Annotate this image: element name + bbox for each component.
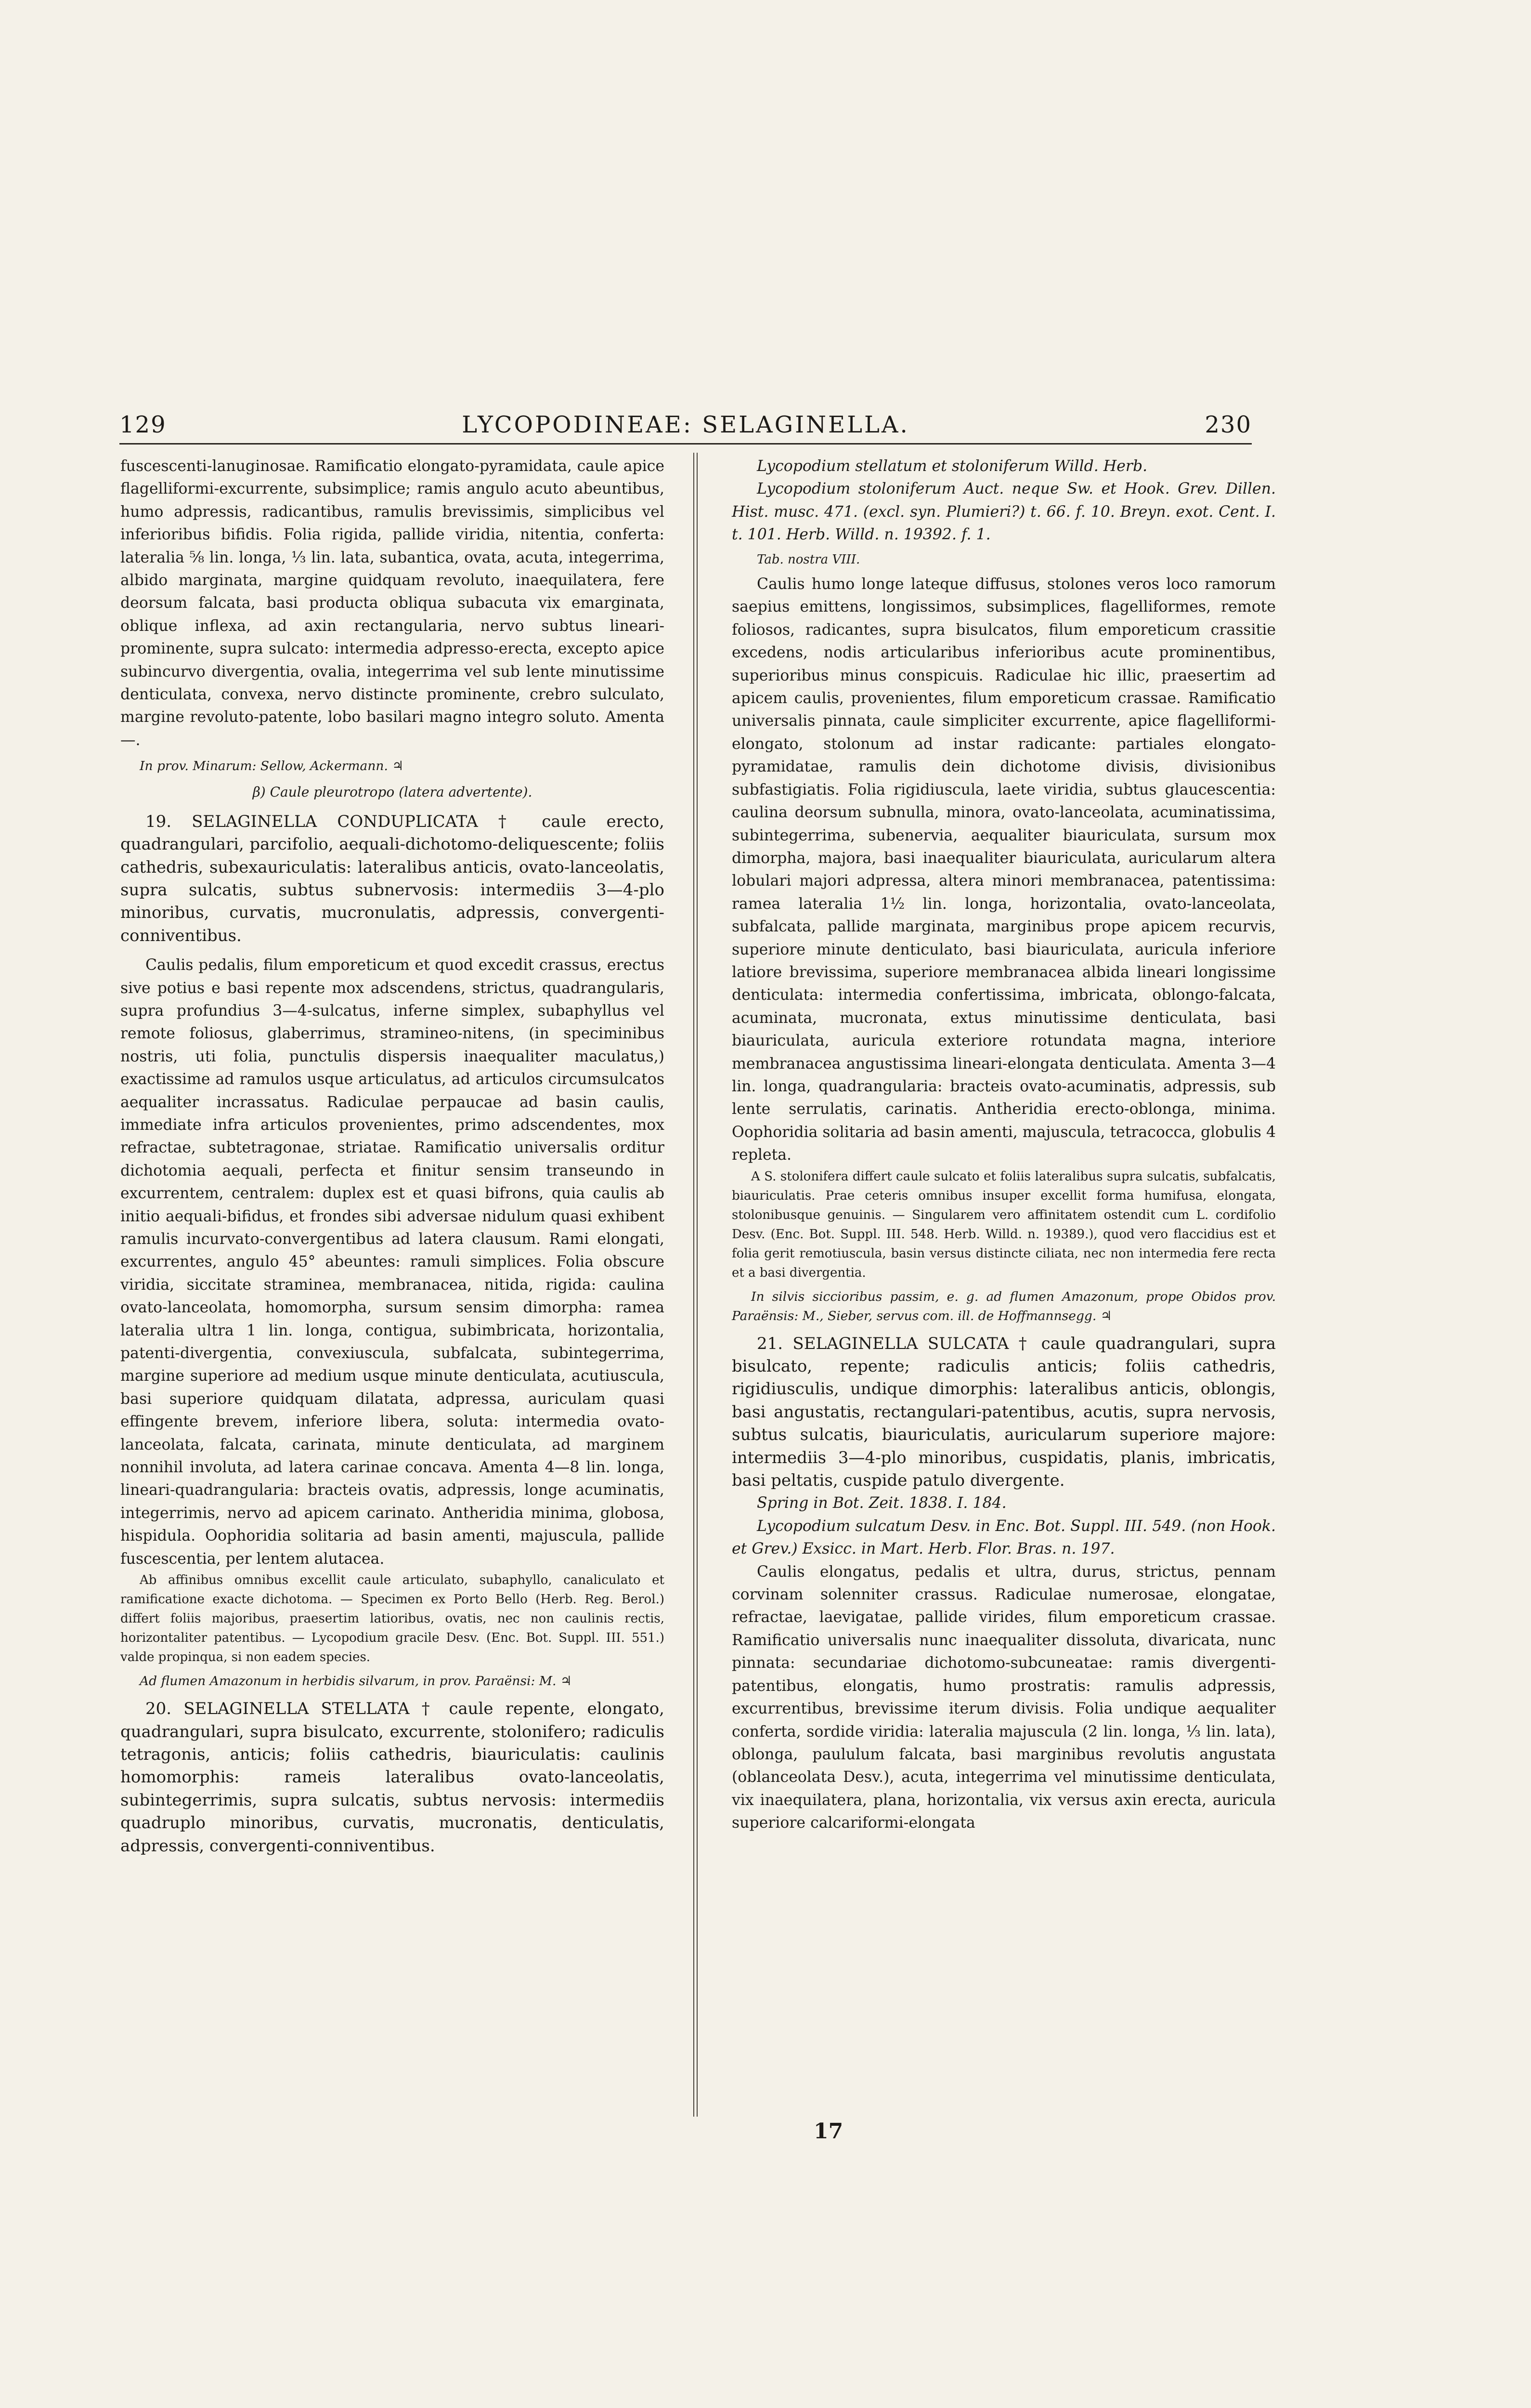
locality-note: In silvis siccioribus passim, e. g. ad flumen Amazonum, prope Obidos prov. Paraënsis: M., Sieber, servus com. ill. de Hoffmannsegg. ♃ — [732, 1289, 1276, 1323]
remark-paragraph: A S. stolonifera differt caule sulcato et foliis lateralibus supra sulcatis, subfalcatis, biauriculatis. Prae ceteris omnibus insuper excellit forma humifusa, elongata, stolonibusque genuinis. — Singularem vero affinitatem ostendit cum L. cordifolio Desv. (Enc. Bot. Suppl. III. 548. Herb. Willd. n. 19389.), quod vero flaccidius est et folia gerit remotiuscula, basin versus distincte ciliata, nec non intermedia fere recta et a basi divergentia. — [732, 1169, 1276, 1280]
spacer — [120, 947, 664, 954]
running-title: LYCOPODINEAE: SELAGINELLA. — [462, 411, 909, 438]
species-heading: 19. SELAGINELLA CONDUPLICATA † caule erecto, quadrangulari, parcifolio, aequali-dichotomo-deliquescente; foliis cathedris, subexauriculatis: lateralibus anticis, ovato-lanceolatis, supra sulcatis, subtus subnervosis: intermediis 3—4-plo minoribus, curvatis, mucronulatis, adpressis, convergenti-conniventibus. — [120, 811, 664, 945]
text-paragraph: β) Caule pleurotropo (latera advertente). — [252, 784, 532, 800]
header-rule — [119, 443, 1252, 445]
species-heading: 21. SELAGINELLA SULCATA † caule quadrangulari, supra bisulcato, repente; radiculis anticis; foliis cathedris, rigidiusculis, undique dimorphis: lateralibus anticis, oblongis, basi angustatis, rectangulari-patentibus, acutis, supra nervosis, subtus sulcatis, biauriculatis, auricularum superiore majore: intermediis 3—4-plo minoribus, cuspidatis, planis, imbricatis, basi peltatis, cuspide patulo divergente. — [732, 1334, 1276, 1491]
citation: Lycopodium stoloniferum Auct. neque Sw. et Hook. Grev. Dillen. Hist. musc. 471. (excl. syn. Plumieri?) t. 66. f. 10. Breyn. exot. Cent. I. t. 101. Herb. Willd. n. 19392. f. 1. — [732, 480, 1276, 544]
citation: Lycopodium stellatum et stoloniferum Willd. Herb. — [757, 458, 1148, 475]
remark-paragraph: Ab affinibus omnibus excellit caule articulato, subaphyllo, canaliculato et ramificatione exacte dichotoma. — Specimen ex Porto Bello (Herb. Reg. Berol.) differt foliis majoribus, praesertim latioribus, ovatis, nec non caulinis rectis, horizontaliter patentibus. — Lycopodium gracile Desv. (Enc. Bot. Suppl. III. 551.) valde propinqua, si non eadem species. — [120, 1573, 664, 1665]
running-head — [119, 409, 1252, 448]
text-paragraph: Caulis humo longe lateque diffusus, stolones veros loco ramorum saepius emittens, longissimos, subsimplices, flagelliformes, remote foliosos, radicantes, supra bisulcatos, filum emporeticum crassitie excedens, nodis articularibus inferioribus acute prominentibus, superioribus minus conspicuis. Radiculae hic illic, praesertim ad apicem caulis, provenientes, filum emporeticum crassae. Ramificatio universalis pinnata, caule simpliciter excurrente, apice flagelliformi-elongato, stolonum ad instar radicante: partiales elongato-pyramidatae, ramulis dein dichotome divisis, divisionibus subfastigiatis. Folia rigidiuscula, laete viridia, subtus glaucescentia: caulina deorsum subnulla, minora, ovato-lanceolata, acuminatissima, subintegerrima, subenervia, aequaliter biauriculata, sursum mox dimorpha, majora, basi inaequaliter biauriculata, auricularum altera lobulari majori adpressa, altera minori membranacea, patentissima: ramea lateralia 1½ lin. longa, horizontalia, ovato-lanceolata, subfalcata, pallide marginata, marginibus prope apicem recurvis, superiore minute denticulato, basi biauriculata, auricula inferiore latiore brevissima, superiore membranacea albida lineari longissime denticulata: intermedia confertissima, imbricata, oblongo-falcata, acuminata, mucronata, extus minutissime denticulata, basi biauriculata, auricula exteriore rotundata magna, interiore membranacea angustissima lineari-elongata denticulata. Amenta 3—4 lin. longa, quadrangularia: bracteis ovato-acuminatis, adpressis, sub lente serrulatis, carinatis. Antheridia erecto-oblonga, minima. Oophoridia solitaria ad basin amenti, majuscula, tetracocca, globulis 4 repleta. — [732, 576, 1276, 1164]
citation: Spring in Bot. Zeit. 1838. I. 184. — [757, 1494, 1007, 1512]
right-column — [732, 455, 1276, 1835]
text-paragraph: Caulis pedalis, filum emporeticum et quod excedit crassus, erectus sive potius e basi repente mox adscendens, strictus, quadrangularis, supra profundius 3—4-sulcatus, inferne simplex, subaphyllus vel remote foliosus, glaberrimus, stramineo-nitens, (in speciminibus nostris, uti folia, punctulis dispersis inaequaliter maculatus,) exactissime ad ramulos usque articulatus, ad articulos circumsulcatos aequaliter incrassatus. Radiculae perpaucae ad basin caulis, immediate infra articulos provenientes, primo adscendentes, mox refractae, subtetragonae, striatae. Ramificatio universalis orditur dichotomia aequali, perfecta et finitur sensim transeundo in excurrentem, centralem: duplex est et quasi bifrons, quia caulis ab initio aequali-bifidus, et frondes sibi adversae nidulum quasi exhibent ramulis incurvato-convergentibus ad latera clausum. Rami elongati, excurrentes, angulo 45° abeuntes: ramuli simplices. Folia obscure viridia, siccitate straminea, membranacea, nitida, rigida: caulina ovato-lanceolata, homomorpha, sursum sensim dimorpha: ramea lateralia ultra 1 lin. longa, contigua, subimbricata, horizontalia, patenti-divergentia, convexiuscula, subfalcata, subintegerrima, margine superiore ad medium usque minute denticulata, acutiuscula, basi superiore quidquam dilatata, adpressa, auriculam quasi effingente brevem, inferiore libera, soluta: intermedia ovato-lanceolata, falcata, carinata, minute denticulata, ad marginem nonnihil involuta, ad latera carinae concava. Amenta 4—8 lin. longa, lineari-quadrangularia: bracteis ovatis, adpressis, longe acuminatis, integerrimis, nervo ad apicem carinato. Antheridia minima, globosa, hispidula. Oophoridia solitaria ad basin amenti, majuscula, pallide fuscescentia, per lentem alutacea. — [120, 956, 664, 1568]
left-page-number: 129 — [119, 411, 167, 438]
signature-mark: 17 — [814, 2119, 843, 2144]
locality-note: In prov. Minarum: Sellow, Ackermann. ♃ — [140, 759, 404, 774]
column-divider — [693, 453, 698, 2117]
locality-note: Ad flumen Amazonum in herbidis silvarum, in prov. Paraënsi: M. ♃ — [140, 1674, 572, 1689]
right-page-number: 230 — [1205, 411, 1252, 438]
text-paragraph: Tab. nostra VIII. — [757, 552, 860, 567]
citation: Lycopodium sulcatum Desv. in Enc. Bot. Suppl. III. 549. (non Hook. et Grev.) Exsicc. in Mart. Herb. Flor. Bras. n. 197. — [732, 1517, 1276, 1558]
left-column — [120, 455, 664, 1858]
text-paragraph: Caulis elongatus, pedalis et ultra, durus, strictus, pennam corvinam solenniter crassus. Radiculae numerosae, elongatae, refractae, laevigatae, pallide virides, filum emporeticum crassae. Ramificatio universalis nunc inaequaliter dissoluta, divaricata, nunc pinnata: secundariae dichotomo-subcuneatae: ramis divergenti-patentibus, elongatis, humo prostratis: ramulis adpressis, excurrentibus, brevissime iterum divisis. Folia undique aequaliter conferta, sordide viridia: lateralia majuscula (2 lin. longa, ⅓ lin. lata), oblonga, paululum falcata, basi marginibus revolutis angustata (oblanceolata Desv.), acuta, integerrima vel minutissime denticulata, vix inaequilatera, plana, horizontalia, vix versus axin erecta, auricula superiore calcariformi-elongata — [732, 1563, 1276, 1832]
species-heading: 20. SELAGINELLA STELLATA † caule repente, elongato, quadrangulari, supra bisulcato, excurrente, stolonifero; radiculis tetragonis, anticis; foliis cathedris, biauriculatis: caulinis homomorphis: rameis lateralibus ovato-lanceolatis, subintegerrimis, supra sulcatis, subtus nervosis: intermediis quadruplo minoribus, curvatis, mucronatis, denticulatis, adpressis, convergenti-conniventibus. — [120, 1699, 664, 1856]
text-paragraph: fuscescenti-lanuginosae. Ramificatio elongato-pyramidata, caule apice flagelliformi-excurrente, subsimplice; ramis angulo acuto abeuntibus, humo adpressis, radicantibus, ramulis brevissimis, simplicibus vel inferioribus bifidis. Folia rigida, pallide viridia, nitentia, conferta: lateralia ⅝ lin. longa, ⅓ lin. lata, subantica, ovata, acuta, integerrima, albido marginata, margine quidquam revoluto, inaequilatera, fere deorsum falcata, basi producta obliqua subacuta vix emarginata, oblique inflexa, ad axin rectangularia, nervo subtus lineari-prominente, supra sulcato: intermedia adpresso-erecta, excepto apice subincurvo divergentia, ovalia, integerrima vel sub lente minutissime denticulata, convexa, nervo distincte prominente, crebro sulculato, margine revoluto-patente, lobo basilari magno integro soluto. Amenta —. — [120, 458, 664, 749]
